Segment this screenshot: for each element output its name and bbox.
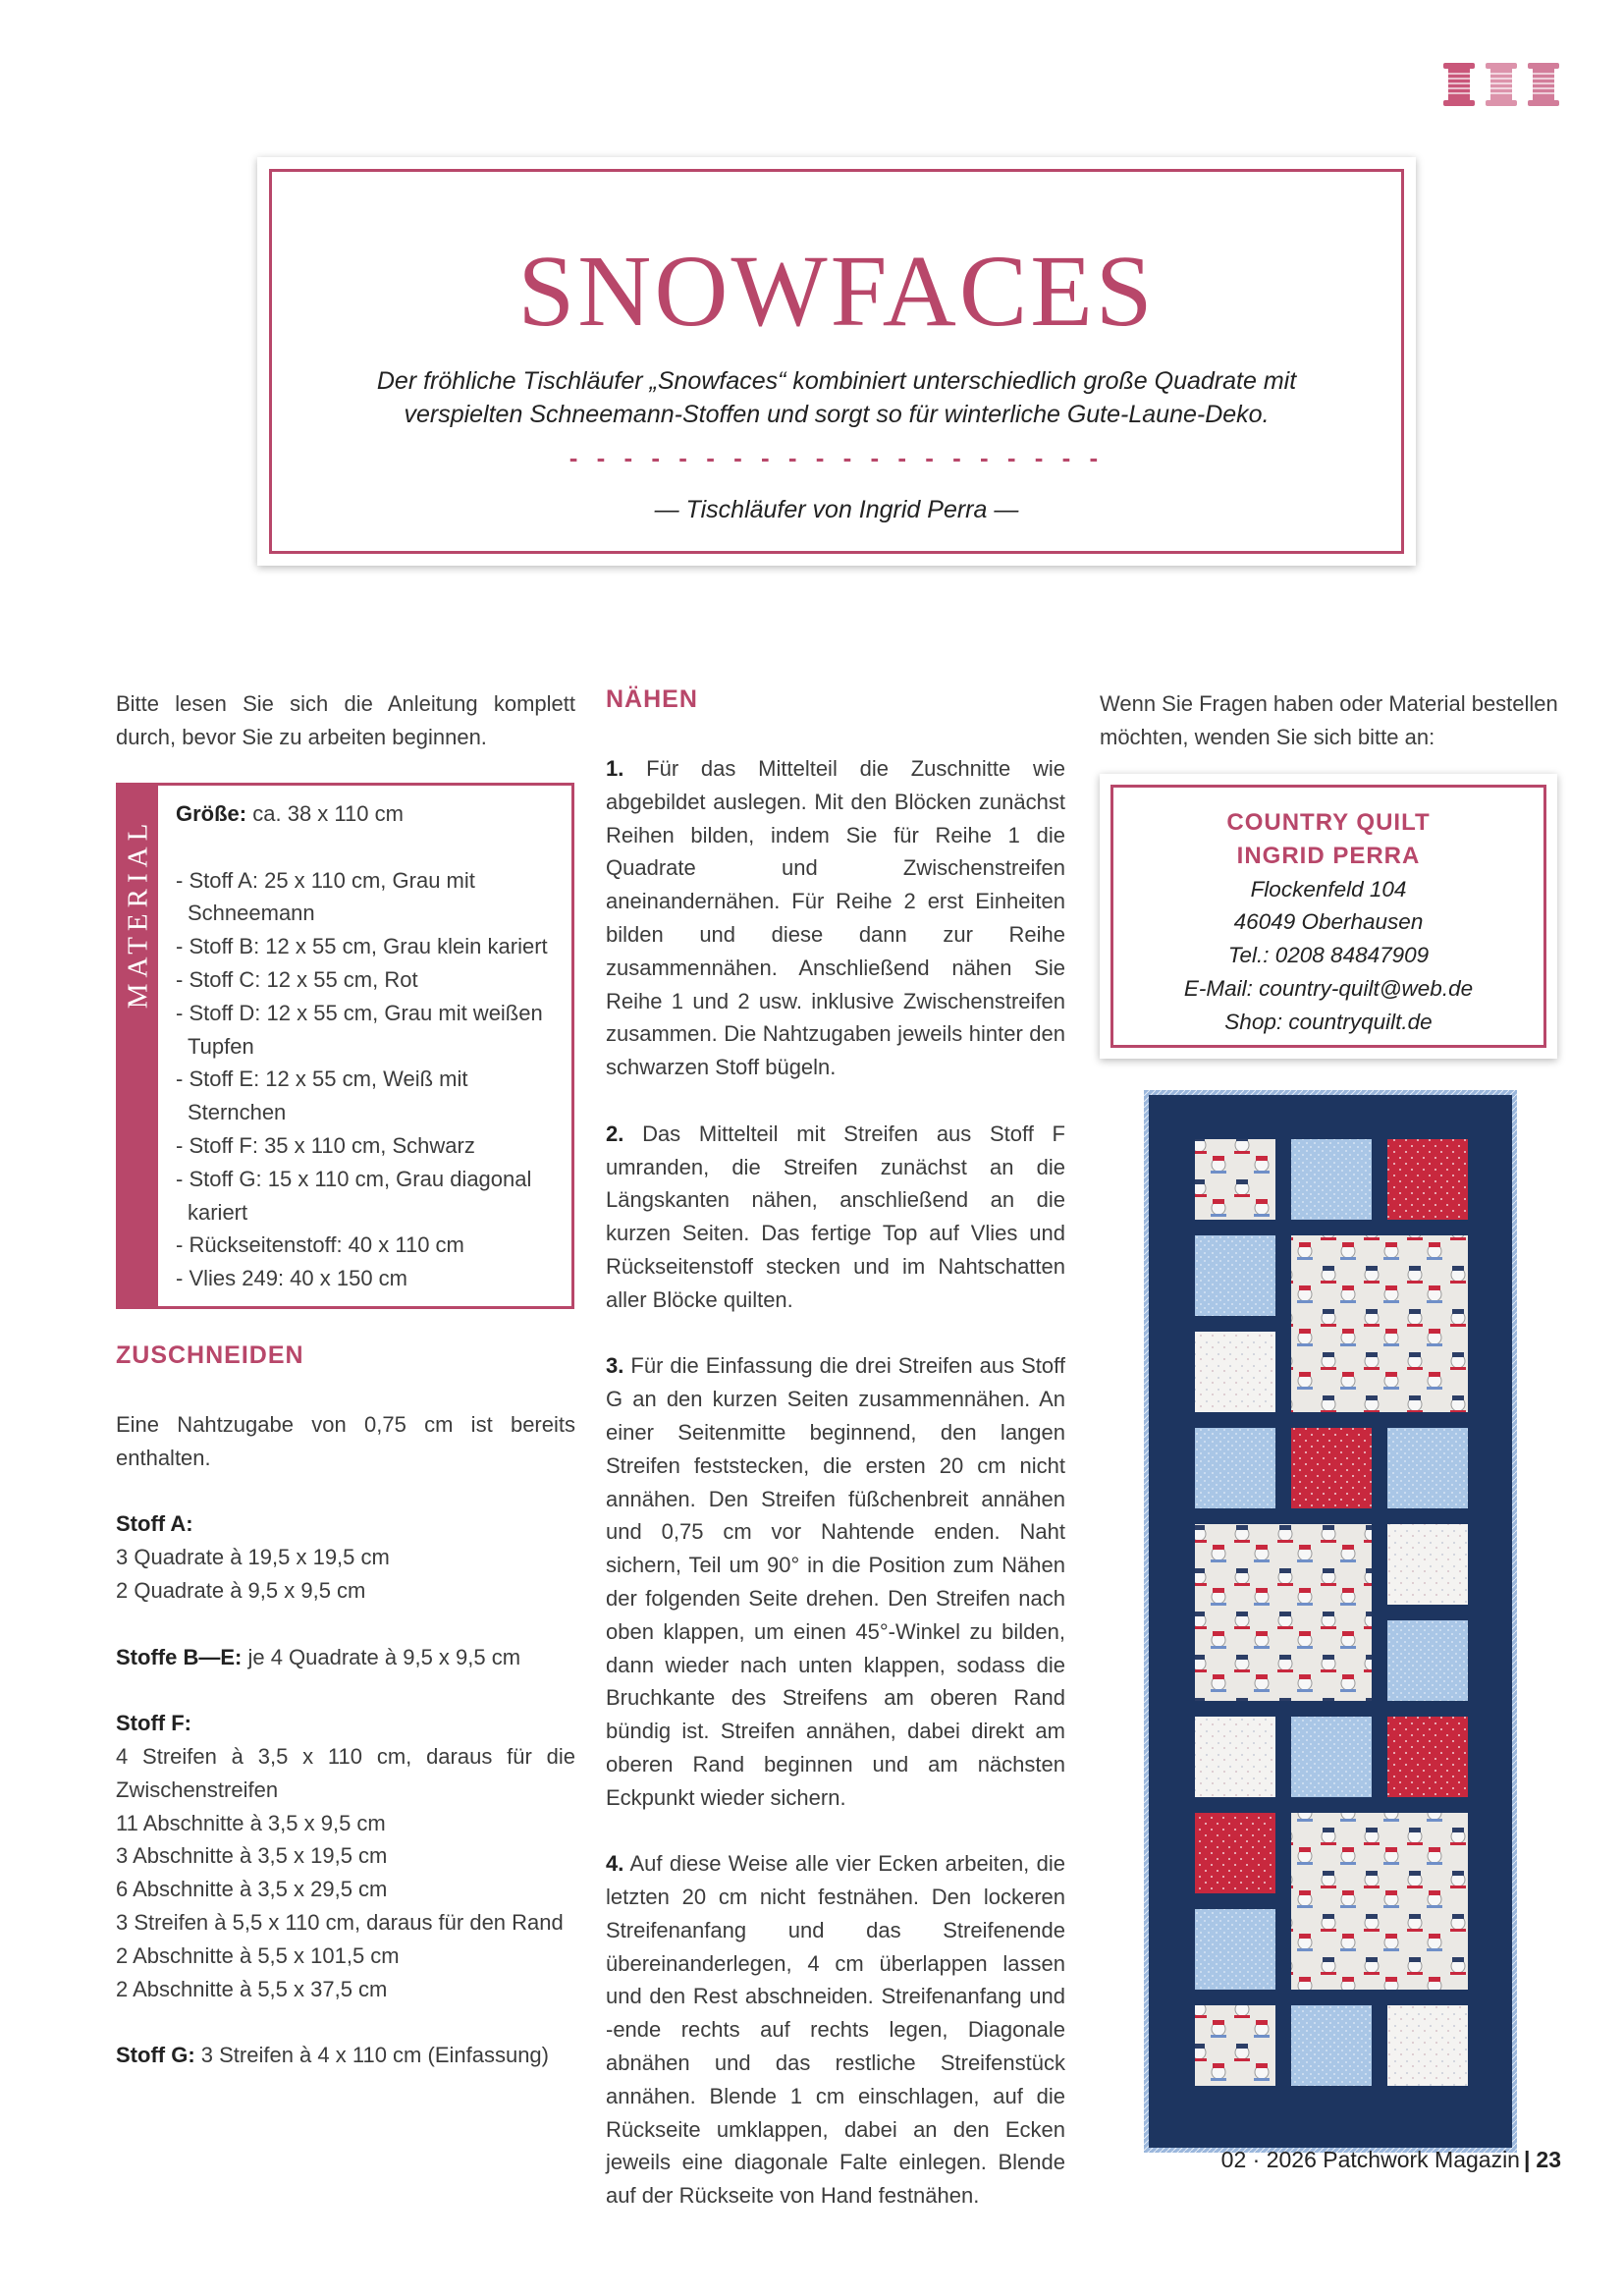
contact-street: Flockenfeld 104 xyxy=(1250,876,1407,902)
contact-city: 46049 Oberhausen xyxy=(1233,909,1424,935)
intro-text xyxy=(311,364,1362,431)
col1-intro: Bitte lesen Sie sich die Anleitung komplett durch, bevor Sie zu arbeiten beginnen. xyxy=(116,691,575,749)
stoff-g-text: 3 Streifen à 4 x 110 cm (Einfassung) xyxy=(200,2043,549,2068)
byline: — Tischläufer von Ingrid Perra — xyxy=(654,496,1019,523)
cut-section xyxy=(116,1408,575,2072)
step-2 xyxy=(606,1118,1065,1317)
magazine-name: Patchwork Magazin xyxy=(1323,2147,1520,2172)
material-item: - Stoff B: 12 x 55 cm, Grau klein kariert xyxy=(176,934,548,959)
sew-steps xyxy=(606,752,1065,2213)
stoff-g-label: Stoff G: xyxy=(116,2043,195,2068)
size-label: Größe: xyxy=(176,801,247,826)
stoff-be-label: Stoffe B—E: xyxy=(116,1644,243,1669)
material-item: - Stoff D: 12 x 55 cm, Grau mit weißen Tupfen xyxy=(176,1000,543,1059)
step-text: Auf diese Weise alle vier Ecken arbeiten, die letzten 20 cm nicht festnähen. Den lockeren Streifenanfang und das Streifenende übereinanderlegen, 4 cm überlappen lassen und den Rest abschneiden. Streifenanfang und -ende rechts auf rechts legen, Diagonale abnähen und das restliche Streifenstück annähen. Blende 1 cm einschlagen, auf die Rückseite umklappen, dabei an den Ecken jeweils eine diagonale Falte einlegen. Blende auf der Rückseite von Hand festnähen. xyxy=(606,1851,1065,2209)
page-footer xyxy=(1080,2147,1561,2173)
material-item: - Vlies 249: 40 x 150 cm xyxy=(176,1266,408,1291)
stoff-f-item: 2 Abschnitte à 5,5 x 37,5 cm xyxy=(116,1976,388,2001)
contact-name-1: COUNTRY QUILT xyxy=(1226,809,1431,836)
material-item: - Stoff C: 12 x 55 cm, Rot xyxy=(176,966,418,992)
intro-line-1: Der fröhliche Tischläufer „Snowfaces“ kombiniert unterschiedlich große Quadrate mit xyxy=(376,367,1297,395)
stoff-f-item: 3 Abschnitte à 3,5 x 19,5 cm xyxy=(116,1843,388,1869)
material-item: - Stoff F: 35 x 110 cm, Schwarz xyxy=(176,1132,475,1158)
stoff-f-item: 4 Streifen à 3,5 x 110 cm, daraus für die Zwischenstreifen xyxy=(116,1743,575,1802)
step-text: Für die Einfassung die drei Streifen aus Stoff G an den kurzen Seiten zusammennähen. An einer Seitenmitte beginnend, den langen Streifen feststecken, die ersten 20 cm nicht annähen. Den Streifen füßchenbreit annähen und 0,75 cm vor Nahtende enden. Naht sichern, Teil um 90° in die Position zum Nähen der folgenden Seite drehen. Den Streifen nach oben klappen, um einen 45°-Winkel zu bilden, dann wieder nach unten klappen, sodass die Bruchkante des Streifens am oberen Rand bündig ist. Streifen annähen, dabei direkt am oberen Rand beginnen und am nächsten Eckpunkt wieder sichern. xyxy=(606,1353,1065,1810)
contact-frame xyxy=(1110,785,1546,1048)
stoff-a-item: 3 Quadrate à 19,5 x 19,5 cm xyxy=(116,1545,390,1570)
contact-shop: Shop: countryquilt.de xyxy=(1224,1009,1433,1034)
quilt-photo xyxy=(1144,1090,1517,2153)
step-1 xyxy=(606,752,1065,1084)
material-item: - Stoff G: 15 x 110 cm, Grau diagonal kariert xyxy=(176,1166,532,1225)
size-line xyxy=(176,797,554,831)
contact-intro: Wenn Sie Fragen haben oder Material bestellen möchten, wenden Sie sich bitte an: xyxy=(1100,691,1558,749)
sew-heading: NÄHEN xyxy=(606,685,698,713)
cut-heading: ZUSCHNEIDEN xyxy=(116,1341,304,1369)
material-item: - Rückseitenstoff: 40 x 110 cm xyxy=(176,1232,464,1258)
stoff-f-item: 3 Streifen à 5,5 x 110 cm, daraus für den Rand xyxy=(116,1909,564,1935)
stoff-a-label: Stoff A: xyxy=(116,1511,193,1537)
material-item: - Stoff A: 25 x 110 cm, Grau mit Schneemann xyxy=(176,867,475,926)
step-number: 3. xyxy=(606,1353,624,1379)
step-text: Das Mittelteil mit Streifen aus Stoff F umranden, die Streifen zunächst an die Längskanten nähen, anschließend an die kurzen Seiten. Das fertige Top auf Vlies und Rückseitenstoff stecken und im Nahtschatten aller Blöcke quilten. xyxy=(606,1121,1065,1312)
step-number: 1. xyxy=(606,756,624,781)
contact-box xyxy=(1100,774,1557,1059)
size-value: ca. 38 x 110 cm xyxy=(252,801,404,826)
stoff-f-item: 11 Abschnitte à 3,5 x 9,5 cm xyxy=(116,1810,386,1835)
material-band xyxy=(119,786,158,1306)
step-3 xyxy=(606,1349,1065,1814)
step-number: 2. xyxy=(606,1121,624,1146)
stoff-f-item: 2 Abschnitte à 5,5 x 101,5 cm xyxy=(116,1942,400,1968)
issue-number: 02 · 2026 xyxy=(1220,2147,1317,2172)
material-item: - Stoff E: 12 x 55 cm, Weiß mit Sternchen xyxy=(176,1066,468,1125)
dashed-divider: - - - - - - - - - - - - - - - - - - - - xyxy=(568,443,1105,472)
material-list xyxy=(176,797,554,1295)
intro-line-2: verspielten Schneemann-Stoffen und sorgt so für winterliche Gute-Laune-Deko. xyxy=(404,401,1270,428)
page-number: 23 xyxy=(1536,2147,1561,2172)
cut-intro: Eine Nahtzugabe von 0,75 cm ist bereits enthalten. xyxy=(116,1412,575,1470)
step-number: 4. xyxy=(606,1851,624,1877)
stoff-be-text: je 4 Quadrate à 9,5 x 9,5 cm xyxy=(247,1644,521,1669)
step-4 xyxy=(606,1847,1065,2213)
footer-separator: | xyxy=(1523,2147,1531,2172)
stoff-f-item: 6 Abschnitte à 3,5 x 29,5 cm xyxy=(116,1877,388,1902)
title-frame xyxy=(269,169,1404,554)
contact-name-2: INGRID PERRA xyxy=(1236,842,1421,869)
title-box xyxy=(257,157,1416,566)
step-text: Für das Mittelteil die Zuschnitte wie abgebildet auslegen. Mit den Blöcken zunächst Reihen bilden, indem Sie für Reihe 1 die Quadrate und Zwischenstreifen aneinandernähen. Für Reihe 2 erst Einheiten bilden und diese dann zur Reihe zusammennähen. Anschließend nähen Sie Reihe 1 und 2 usw. inklusive Zwischenstreifen zusammen. Die Nahtzugaben jeweils hinter den schwarzen Stoff bügeln. xyxy=(606,756,1065,1080)
contact-phone: Tel.: 0208 84847909 xyxy=(1227,943,1430,968)
page-title: SNOWFACES xyxy=(517,235,1156,348)
contact-email: E-Mail: country-quilt@web.de xyxy=(1183,975,1474,1001)
stoff-a-item: 2 Quadrate à 9,5 x 9,5 cm xyxy=(116,1577,366,1603)
thread-spools-icon xyxy=(1441,61,1561,108)
material-box xyxy=(116,783,574,1309)
material-label: MATERIAL xyxy=(122,817,154,1010)
stoff-f-label: Stoff F: xyxy=(116,1711,191,1736)
